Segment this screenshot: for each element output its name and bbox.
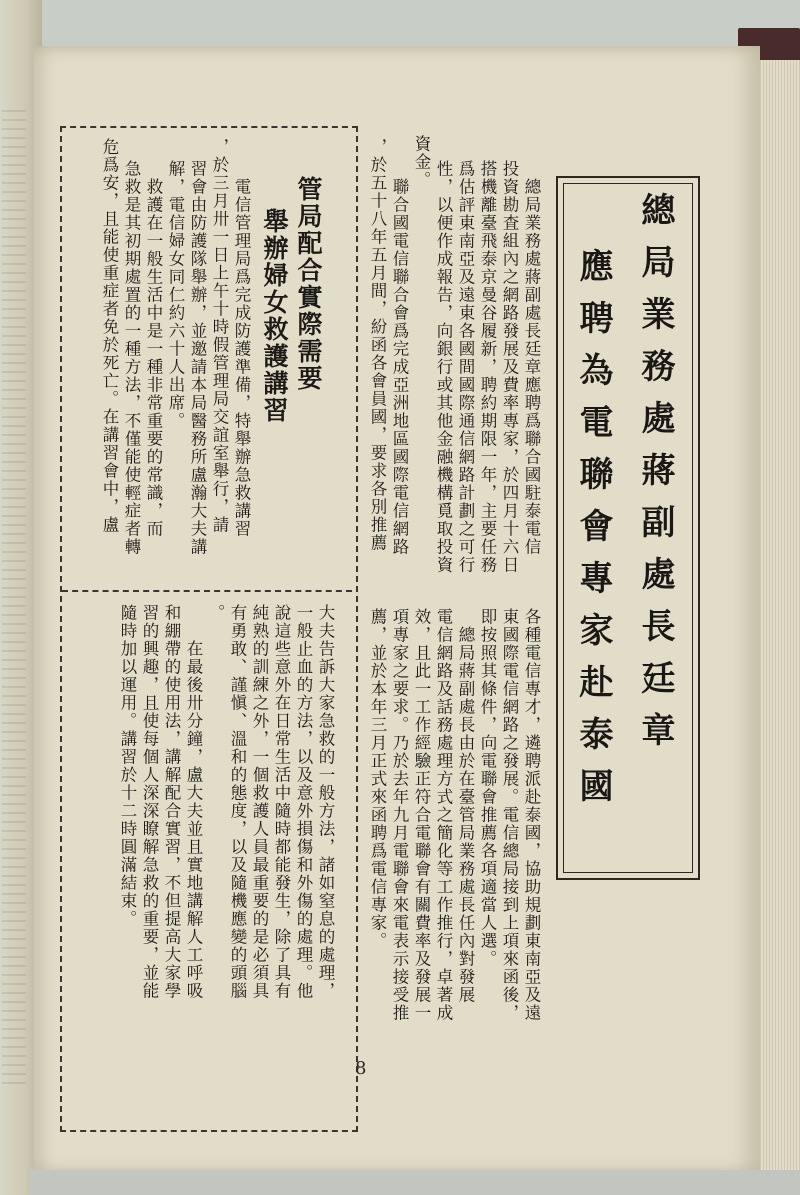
sub-article-line: 說這些意外在日常生活中隨時都能發生，除了具有 [272, 604, 291, 1000]
top-binding [30, 0, 800, 48]
headline-box [556, 176, 700, 880]
article-line: 性，以便作成報告，向銀行或其他金融機構覓取投資 [434, 160, 453, 574]
sub-article-line: 。 [206, 604, 225, 622]
article-line: ，於五十八年五月間，紛函各會員國，要求各別推薦 [368, 138, 387, 552]
article-line: 各種電信專才，遴聘派赴泰國，協助規劃東南亞及遠 [522, 608, 541, 1022]
sub-article-title-1: 管局配合實際需要 [294, 176, 323, 392]
headline-line-2: 應聘為電聯會專家赴泰國 [573, 248, 613, 820]
sub-article-line: 一般止血的方法，以及意外損傷和外傷的處理。他 [294, 604, 313, 1000]
sub-article-line: ，於三月卅一日上午十時假管理局交誼室舉行，請 [210, 138, 229, 534]
sub-article-line: 習會由防護隊舉辦，並邀請本局醫務所盧瀚大夫講 [188, 160, 207, 556]
sub-article-line: 有勇敢、謹愼、溫和的態度，以及隨機應變的頭腦 [228, 604, 247, 1000]
article-line: 總局蔣副處長由於在臺管局業務處長任內對發展 [456, 608, 475, 1004]
article-line: 效，且此一工作經驗正符合電聯會有關費率及發展一 [412, 608, 431, 1022]
article-line: 東國際電信網路之發展。電信總局接到上項來函後， [500, 608, 519, 1022]
sub-article-line: 電信管理局爲完成防護準備，特舉辦急救講習 [232, 160, 251, 538]
sub-article-line: 純熟的訓練之外，一個救護人員最重要的是必須具 [250, 604, 269, 1000]
article-line: 爲估評東南亞及遠東各國間國際通信網路計劃之可行 [456, 160, 475, 574]
headline-line-1: 總局業務處蔣副處長廷章 [635, 192, 675, 764]
article-line: 搭機離臺飛泰京曼谷履新，聘約期限一年，主要任務 [478, 160, 497, 574]
article-line: 聯合國電信聯合會爲完成亞洲地區國際電信網路 [390, 160, 409, 556]
article-line: 即按照其條件，向電聯會推薦各項適當人選。 [478, 608, 497, 968]
article-line: 電信網路及話務處理方式之簡化等工作推行，卓著成 [434, 608, 453, 1022]
bottom-edge [30, 1170, 800, 1195]
article-line: 投資勘査組內之網路發展及費率專家，於四月十六日 [500, 160, 519, 574]
sub-article-divider [62, 590, 352, 592]
article-line: 薦，並於本年三月正式來函聘爲電信專家。 [368, 608, 387, 950]
sub-article-line: 急救是其初期處置的一種方法，不僅能使輕症者轉 [122, 160, 141, 556]
page-number: 8 [355, 1058, 367, 1079]
sub-article-line: 隨時加以運用。講習於十二時圓滿結束。 [118, 604, 137, 928]
sub-article-line: 解，電信婦女同仁約六十人出席。 [166, 160, 185, 430]
sub-article-line: 大夫告訴大家急救的一般方法，諸如窒息的處理， [316, 604, 335, 1000]
sub-article-line: 救護在一般生活中是一種非常重要的常識，而 [144, 160, 163, 538]
sub-article-line: 習的興趣，且使每個人深深瞭解急救的重要，並能 [140, 604, 159, 1000]
sub-article-line: 危爲安，且能使重症者免於死亡。在講習會中，盧 [100, 138, 119, 534]
article-line: 項專家之要求。乃於去年九月電聯會來電表示接受推 [390, 608, 409, 1022]
article-line: 資金。 [412, 135, 431, 189]
page-stack-edge [758, 60, 800, 1175]
sub-article-title-2: 舉辦婦女救護講習 [260, 208, 289, 424]
sub-article-line: 在最後卅分鐘，盧大夫並且實地講解人工呼吸 [184, 622, 203, 1000]
left-page-bleed-text [2, 110, 26, 1090]
sub-article-line: 和綳帶的使用法，講解配合實習，不但提高大家學 [162, 604, 181, 1000]
article-line: 總局業務處蔣副處長廷章應聘爲聯合國駐泰電信 [522, 160, 541, 556]
